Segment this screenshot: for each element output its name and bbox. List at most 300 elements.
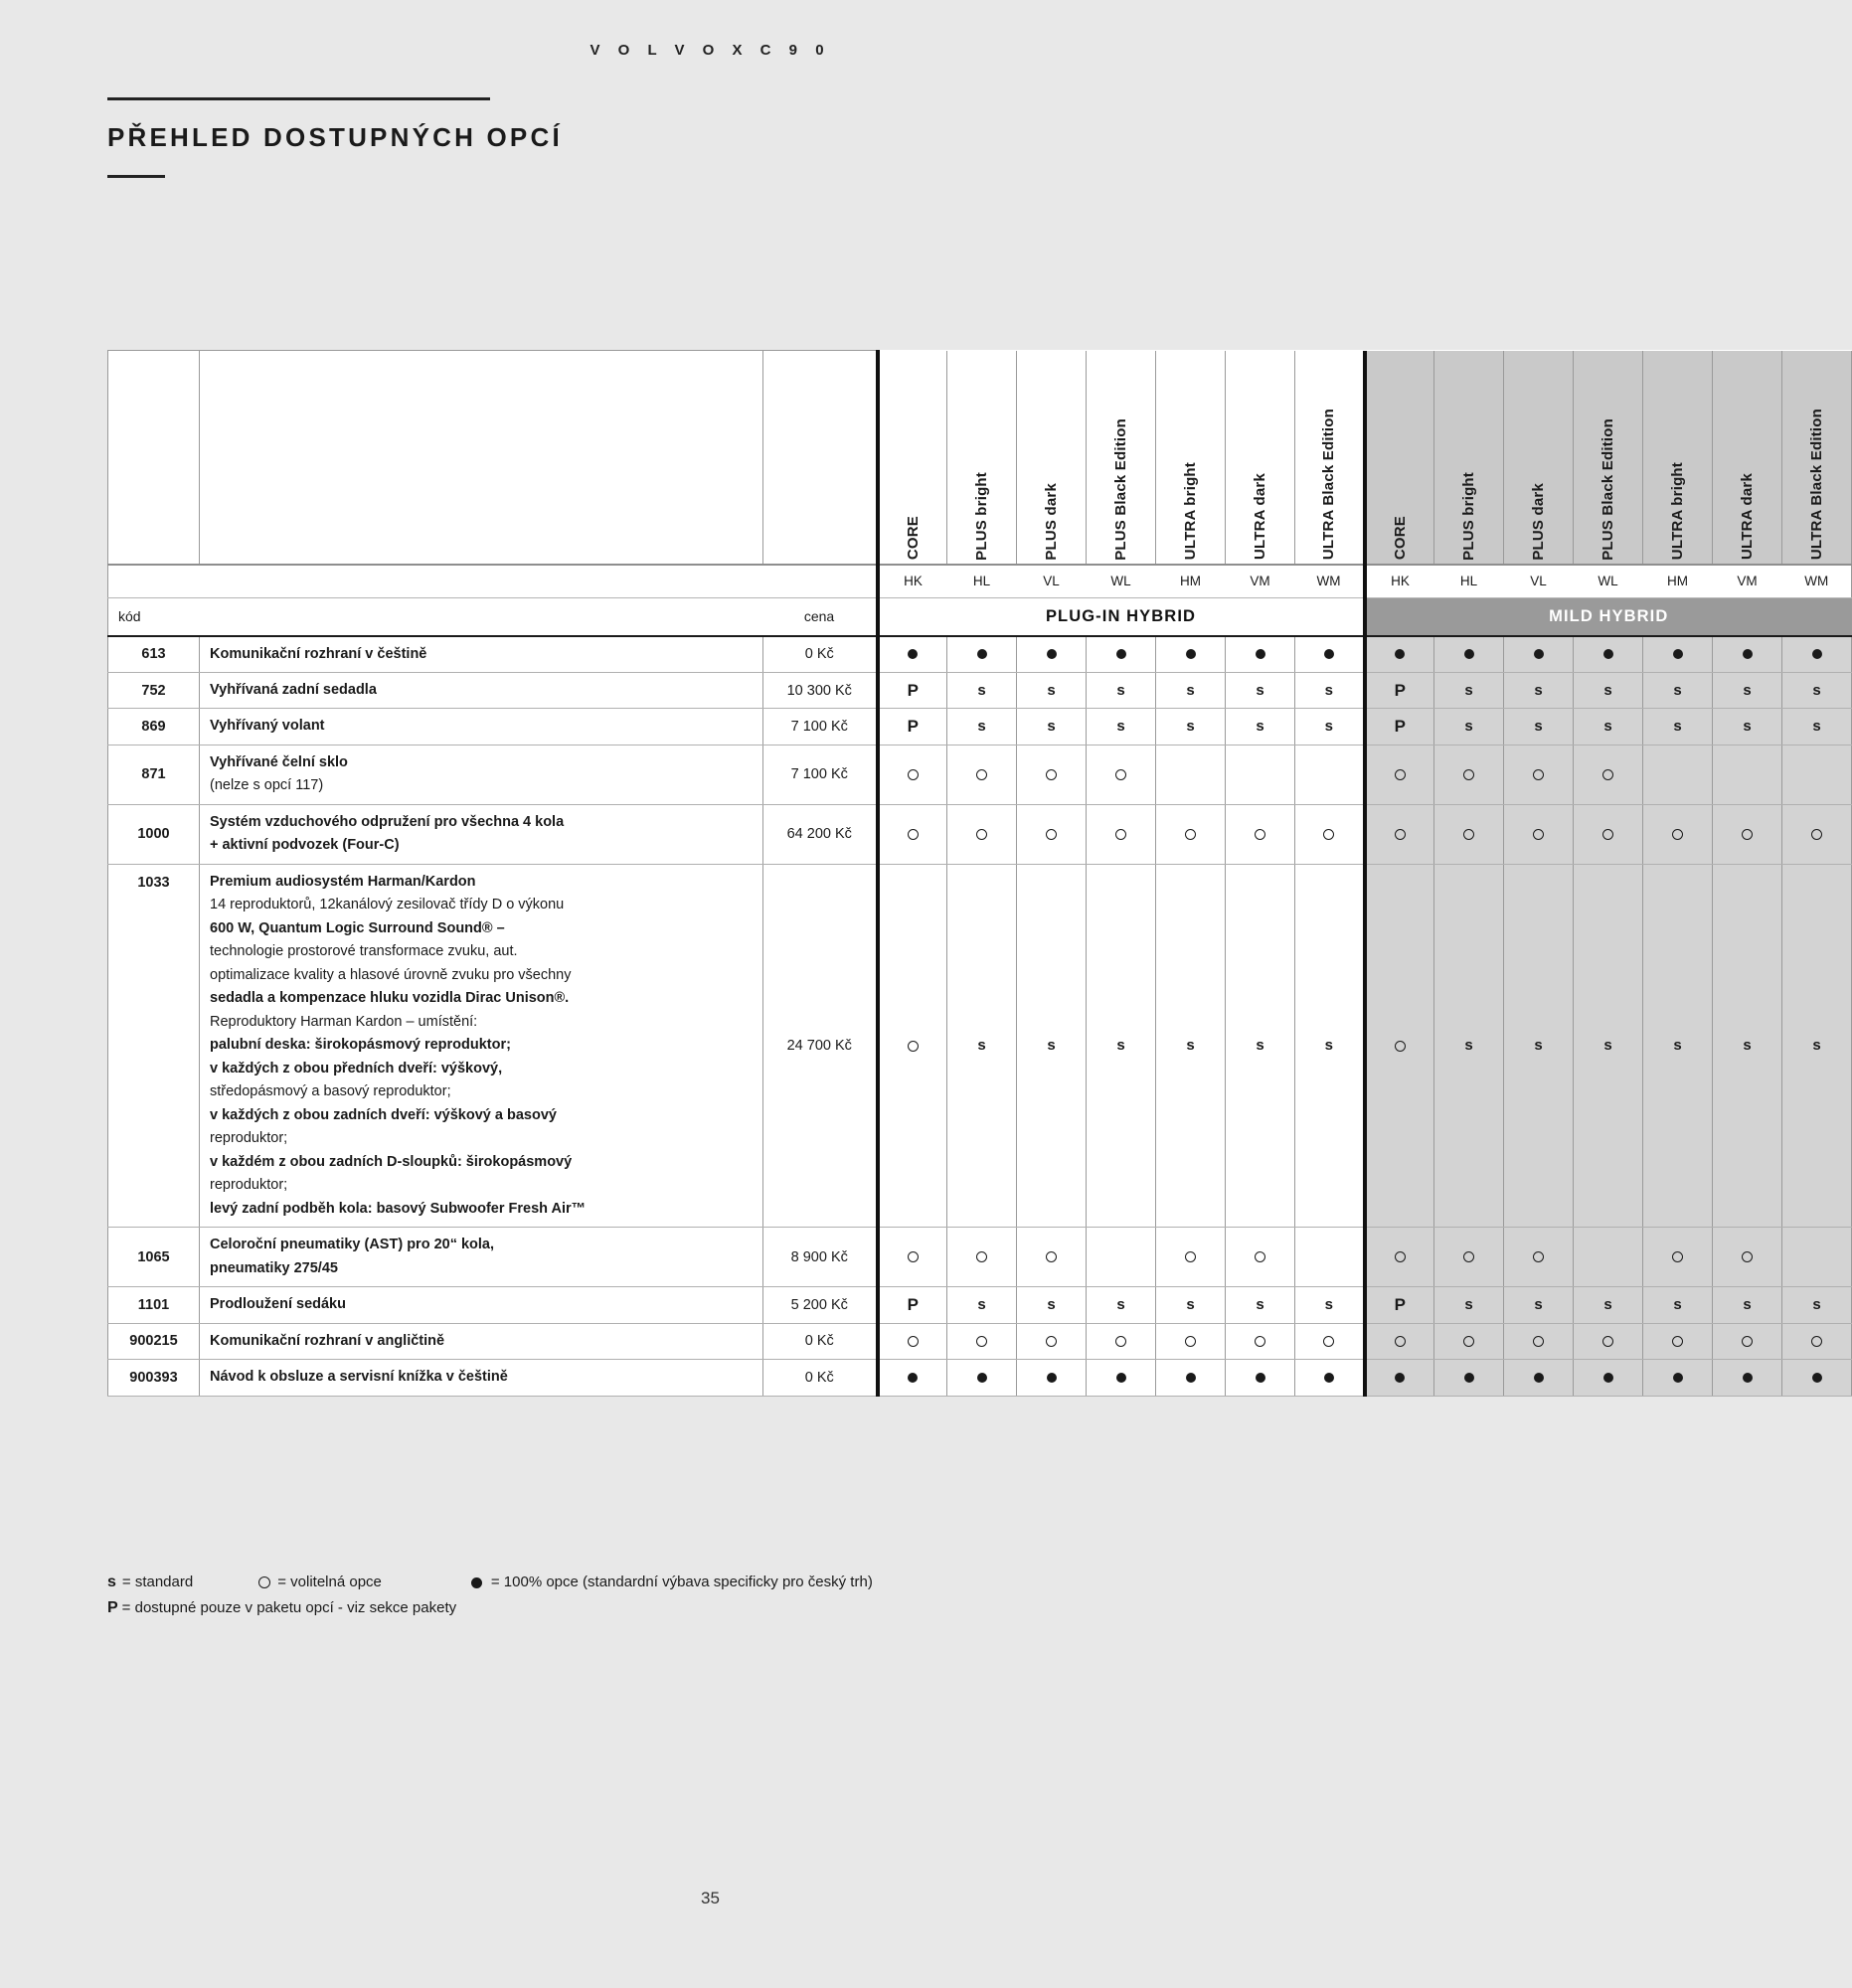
desc-line: v každém z obou zadních D-sloupků: širokopásmový	[210, 1153, 573, 1170]
standard-marker: s	[1603, 1037, 1612, 1055]
dot-icon	[1464, 649, 1474, 659]
circle-icon	[1115, 829, 1126, 840]
option-cell-900215-plugin-wm[interactable]	[1295, 1323, 1365, 1359]
option-cell-613-mild-vl[interactable]	[1504, 636, 1574, 673]
table-row	[108, 864, 1852, 1227]
legend-s-symbol: s	[107, 1574, 116, 1590]
option-code: 900393	[108, 1360, 200, 1396]
variant-header-mild-4: ULTRA bright	[1643, 351, 1713, 565]
option-description	[200, 1228, 763, 1287]
option-cell-871-plugin-vm[interactable]	[1226, 745, 1295, 804]
option-cell-1065-plugin-wl[interactable]	[1087, 1228, 1156, 1287]
option-cell-900215-plugin-hl[interactable]	[947, 1323, 1017, 1359]
desc-line: + aktivní podvozek (Four-C)	[210, 837, 400, 854]
dot-icon	[1743, 1373, 1753, 1383]
option-cell-1101-mild-vl[interactable]	[1504, 1287, 1574, 1323]
standard-marker: s	[1116, 1295, 1125, 1313]
dot-icon	[1256, 1373, 1265, 1383]
option-cell-900393-mild-hk[interactable]	[1365, 1360, 1434, 1396]
option-cell-900393-plugin-wm[interactable]	[1295, 1360, 1365, 1396]
option-cell-900215-mild-vl[interactable]	[1504, 1323, 1574, 1359]
standard-marker: s	[1603, 718, 1612, 736]
option-cell-900215-mild-hm[interactable]	[1643, 1323, 1713, 1359]
circle-icon	[1672, 1336, 1683, 1347]
circle-icon	[1185, 1251, 1196, 1262]
option-cell-752-plugin-wl[interactable]	[1087, 672, 1156, 708]
option-cell-1101-plugin-vl[interactable]	[1017, 1287, 1087, 1323]
option-cell-871-plugin-vl[interactable]	[1017, 745, 1087, 804]
circle-icon	[1395, 1041, 1406, 1052]
table-row	[108, 1323, 1852, 1359]
option-cell-1101-mild-hl[interactable]	[1434, 1287, 1504, 1323]
desc-line: Vyhřívané čelní sklo	[210, 753, 348, 770]
package-marker: P	[1394, 1294, 1406, 1314]
dot-icon	[1743, 649, 1753, 659]
option-cell-752-plugin-hk[interactable]	[878, 672, 947, 708]
option-cell-1065-plugin-hk[interactable]	[878, 1228, 947, 1287]
table-head	[108, 351, 1852, 636]
option-cell-900215-mild-hl[interactable]	[1434, 1323, 1504, 1359]
option-cell-871-plugin-hk[interactable]	[878, 745, 947, 804]
option-cell-900393-plugin-hl[interactable]	[947, 1360, 1017, 1396]
option-cell-871-plugin-hm[interactable]	[1156, 745, 1226, 804]
standard-marker: s	[1673, 681, 1682, 699]
option-cell-1000-plugin-hm[interactable]	[1156, 804, 1226, 864]
option-cell-1000-plugin-wm[interactable]	[1295, 804, 1365, 864]
desc-line: pneumatiky 275/45	[210, 1259, 338, 1276]
option-cell-613-plugin-vm[interactable]	[1226, 636, 1295, 673]
variant-code-mild-wl: WL	[1574, 565, 1643, 598]
desc-line: Vyhřívaná zadní sedadla	[210, 681, 377, 698]
option-cell-1065-mild-vm[interactable]	[1713, 1228, 1782, 1287]
option-cell-869-plugin-hl[interactable]	[947, 709, 1017, 745]
legend-circle-text: = volitelná opce	[277, 1573, 382, 1590]
option-cell-871-mild-hl[interactable]	[1434, 745, 1504, 804]
option-cell-1101-plugin-vm[interactable]	[1226, 1287, 1295, 1323]
circle-icon	[1742, 1336, 1753, 1347]
option-code: 900215	[108, 1323, 200, 1359]
circle-icon	[1046, 769, 1057, 780]
option-cell-1000-mild-hk[interactable]	[1365, 804, 1434, 864]
option-cell-869-plugin-wl[interactable]	[1087, 709, 1156, 745]
option-description	[200, 1287, 763, 1323]
dot-icon	[1116, 649, 1126, 659]
option-cell-900393-mild-hl[interactable]	[1434, 1360, 1504, 1396]
standard-marker: s	[1186, 718, 1195, 736]
option-code: 1000	[108, 804, 200, 864]
option-cell-1101-plugin-wm[interactable]	[1295, 1287, 1365, 1323]
option-cell-900215-plugin-wl[interactable]	[1087, 1323, 1156, 1359]
standard-marker: s	[1116, 718, 1125, 736]
option-price: 64 200 Kč	[763, 804, 878, 864]
circle-icon	[258, 1576, 270, 1588]
standard-marker: s	[1603, 1295, 1612, 1313]
standard-marker: s	[1464, 718, 1473, 736]
option-cell-1000-mild-hl[interactable]	[1434, 804, 1504, 864]
option-cell-900393-plugin-vm[interactable]	[1226, 1360, 1295, 1396]
option-cell-752-plugin-hm[interactable]	[1156, 672, 1226, 708]
option-price: 24 700 Kč	[763, 864, 878, 1227]
desc-line: technologie prostorové transformace zvuku, aut.	[210, 943, 518, 960]
standard-marker: s	[1186, 1295, 1195, 1313]
option-cell-1033-plugin-hl[interactable]	[947, 864, 1017, 1227]
desc-line: Premium audiosystém Harman/Kardon	[210, 873, 476, 890]
variant-code-mild-hk: HK	[1365, 565, 1434, 598]
option-cell-1065-mild-hm[interactable]	[1643, 1228, 1713, 1287]
option-cell-900215-mild-vm[interactable]	[1713, 1323, 1782, 1359]
option-price: 7 100 Kč	[763, 709, 878, 745]
package-marker: P	[907, 1294, 919, 1314]
option-cell-1101-plugin-hk[interactable]	[878, 1287, 947, 1323]
option-cell-1000-plugin-hl[interactable]	[947, 804, 1017, 864]
option-cell-871-mild-vm[interactable]	[1713, 745, 1782, 804]
option-cell-1000-plugin-vl[interactable]	[1017, 804, 1087, 864]
circle-icon	[1463, 769, 1474, 780]
option-cell-613-plugin-vl[interactable]	[1017, 636, 1087, 673]
variant-code-plugin-wm: WM	[1295, 565, 1365, 598]
option-cell-752-plugin-hl[interactable]	[947, 672, 1017, 708]
option-description	[200, 1360, 763, 1396]
circle-icon	[976, 1251, 987, 1262]
option-cell-613-plugin-hl[interactable]	[947, 636, 1017, 673]
option-cell-752-plugin-vm[interactable]	[1226, 672, 1295, 708]
variant-header-plugin-1: PLUS bright	[947, 351, 1017, 565]
option-cell-871-plugin-hl[interactable]	[947, 745, 1017, 804]
variant-code-mild-vl: VL	[1504, 565, 1574, 598]
option-cell-1065-mild-hl[interactable]	[1434, 1228, 1504, 1287]
dot-icon	[1256, 649, 1265, 659]
option-cell-1101-mild-wm[interactable]	[1782, 1287, 1852, 1323]
option-cell-900215-plugin-vl[interactable]	[1017, 1323, 1087, 1359]
standard-marker: s	[1673, 1295, 1682, 1313]
option-cell-1065-mild-vl[interactable]	[1504, 1228, 1574, 1287]
table-row	[108, 672, 1852, 708]
circle-icon	[1255, 1251, 1265, 1262]
standard-marker: s	[1256, 681, 1264, 699]
option-cell-869-mild-vm[interactable]	[1713, 709, 1782, 745]
option-cell-752-mild-wm[interactable]	[1782, 672, 1852, 708]
option-cell-900393-mild-vm[interactable]	[1713, 1360, 1782, 1396]
option-cell-1101-mild-hk[interactable]	[1365, 1287, 1434, 1323]
option-cell-613-mild-hl[interactable]	[1434, 636, 1504, 673]
option-cell-1000-mild-hm[interactable]	[1643, 804, 1713, 864]
option-cell-1033-mild-hk[interactable]	[1365, 864, 1434, 1227]
circle-icon	[1811, 1336, 1822, 1347]
option-cell-1065-plugin-hl[interactable]	[947, 1228, 1017, 1287]
header-blank-code	[108, 351, 200, 565]
option-cell-1000-plugin-vm[interactable]	[1226, 804, 1295, 864]
option-code: 869	[108, 709, 200, 745]
option-cell-900215-mild-wm[interactable]	[1782, 1323, 1852, 1359]
circle-icon	[1115, 769, 1126, 780]
option-cell-1033-plugin-wm[interactable]	[1295, 864, 1365, 1227]
option-cell-1065-plugin-vl[interactable]	[1017, 1228, 1087, 1287]
option-cell-613-plugin-wm[interactable]	[1295, 636, 1365, 673]
option-cell-1101-mild-vm[interactable]	[1713, 1287, 1782, 1323]
legend-standard	[107, 1571, 193, 1594]
option-cell-1000-plugin-wl[interactable]	[1087, 804, 1156, 864]
standard-marker: s	[1047, 718, 1056, 736]
option-cell-1000-plugin-hk[interactable]	[878, 804, 947, 864]
option-cell-1033-plugin-wl[interactable]	[1087, 864, 1156, 1227]
circle-icon	[1533, 769, 1544, 780]
circle-icon	[1602, 1336, 1613, 1347]
standard-marker: s	[1673, 1037, 1682, 1055]
option-cell-752-plugin-wm[interactable]	[1295, 672, 1365, 708]
standard-marker: s	[1812, 1295, 1821, 1313]
option-cell-1065-mild-hk[interactable]	[1365, 1228, 1434, 1287]
circle-icon	[1533, 1251, 1544, 1262]
desc-line: Komunikační rozhraní v angličtině	[210, 1332, 445, 1349]
dot-icon	[1186, 1373, 1196, 1383]
option-cell-613-plugin-wl[interactable]	[1087, 636, 1156, 673]
dot-icon	[1395, 1373, 1405, 1383]
option-cell-869-mild-wm[interactable]	[1782, 709, 1852, 745]
option-cell-900393-mild-wl[interactable]	[1574, 1360, 1643, 1396]
desc-line: optimalizace kvality a hlasové úrovně zvuku pro všechny	[210, 966, 572, 983]
standard-marker: s	[1464, 1295, 1473, 1313]
option-cell-1101-mild-hm[interactable]	[1643, 1287, 1713, 1323]
option-code: 1065	[108, 1228, 200, 1287]
option-cell-1000-mild-wm[interactable]	[1782, 804, 1852, 864]
dot-icon	[1116, 1373, 1126, 1383]
dot-icon	[908, 1373, 918, 1383]
option-cell-1000-mild-vm[interactable]	[1713, 804, 1782, 864]
standard-marker: s	[1743, 1037, 1752, 1055]
option-cell-752-mild-wl[interactable]	[1574, 672, 1643, 708]
variant-code-mild-vm: VM	[1713, 565, 1782, 598]
legend-package-only	[107, 1596, 456, 1620]
option-cell-752-mild-hl[interactable]	[1434, 672, 1504, 708]
option-cell-871-plugin-wm[interactable]	[1295, 745, 1365, 804]
option-cell-752-mild-hk[interactable]	[1365, 672, 1434, 708]
standard-marker: s	[1324, 681, 1333, 699]
desc-line: 14 reproduktorů, 12kanálový zesilovač třídy D o výkonu	[210, 897, 565, 913]
option-cell-752-mild-vm[interactable]	[1713, 672, 1782, 708]
option-cell-900215-mild-hk[interactable]	[1365, 1323, 1434, 1359]
dot-icon	[977, 1373, 987, 1383]
standard-marker: s	[1743, 718, 1752, 736]
circle-icon	[1672, 829, 1683, 840]
variant-code-plugin-vl: VL	[1017, 565, 1087, 598]
option-cell-613-mild-hk[interactable]	[1365, 636, 1434, 673]
circle-icon	[1602, 769, 1613, 780]
option-price: 0 Kč	[763, 1323, 878, 1359]
option-cell-1033-plugin-hk[interactable]	[878, 864, 947, 1227]
dot-icon	[908, 649, 918, 659]
option-cell-871-mild-wm[interactable]	[1782, 745, 1852, 804]
dot-icon	[1603, 649, 1613, 659]
circle-icon	[1395, 1336, 1406, 1347]
circle-icon	[1115, 1336, 1126, 1347]
option-cell-869-plugin-hk[interactable]	[878, 709, 947, 745]
circle-icon	[1185, 829, 1196, 840]
variant-header-row	[108, 351, 1852, 565]
table-row	[108, 804, 1852, 864]
option-cell-871-plugin-wl[interactable]	[1087, 745, 1156, 804]
option-cell-871-mild-wl[interactable]	[1574, 745, 1643, 804]
standard-marker: s	[1464, 681, 1473, 699]
option-cell-1033-mild-hl[interactable]	[1434, 864, 1504, 1227]
circle-icon	[908, 829, 919, 840]
standard-marker: s	[977, 1037, 986, 1055]
option-cell-869-mild-hm[interactable]	[1643, 709, 1713, 745]
variant-header-plugin-6: ULTRA Black Edition	[1295, 351, 1365, 565]
option-cell-900393-mild-vl[interactable]	[1504, 1360, 1574, 1396]
option-cell-900393-plugin-wl[interactable]	[1087, 1360, 1156, 1396]
option-code: 752	[108, 672, 200, 708]
page-number: 35	[701, 1889, 720, 1907]
desc-line: levý zadní podběh kola: basový Subwoofer Fresh Air™	[210, 1200, 587, 1217]
option-cell-900393-mild-hm[interactable]	[1643, 1360, 1713, 1396]
title-rule-top	[107, 97, 490, 100]
option-cell-613-plugin-hm[interactable]	[1156, 636, 1226, 673]
variant-code-mild-hm: HM	[1643, 565, 1713, 598]
option-cell-871-mild-hm[interactable]	[1643, 745, 1713, 804]
option-cell-752-plugin-vl[interactable]	[1017, 672, 1087, 708]
option-cell-900215-plugin-vm[interactable]	[1226, 1323, 1295, 1359]
dot-icon	[1464, 1373, 1474, 1383]
circle-icon	[1395, 769, 1406, 780]
standard-marker: s	[1186, 1037, 1195, 1055]
code-row-blank	[108, 565, 878, 598]
option-cell-1033-mild-vm[interactable]	[1713, 864, 1782, 1227]
variant-header-plugin-4: ULTRA bright	[1156, 351, 1226, 565]
option-cell-1101-plugin-wl[interactable]	[1087, 1287, 1156, 1323]
circle-icon	[1742, 1251, 1753, 1262]
table-row	[108, 1287, 1852, 1323]
option-cell-1033-plugin-vl[interactable]	[1017, 864, 1087, 1227]
option-cell-900215-mild-wl[interactable]	[1574, 1323, 1643, 1359]
options-table	[107, 350, 1852, 1397]
variant-header-mild-3: PLUS Black Edition	[1574, 351, 1643, 565]
variant-header-mild-2: PLUS dark	[1504, 351, 1574, 565]
option-cell-869-plugin-vl[interactable]	[1017, 709, 1087, 745]
circle-icon	[908, 769, 919, 780]
desc-line: Vyhřívaný volant	[210, 718, 325, 735]
option-cell-1033-mild-wm[interactable]	[1782, 864, 1852, 1227]
dot-icon	[1812, 649, 1822, 659]
standard-marker: s	[1812, 681, 1821, 699]
option-cell-869-mild-hk[interactable]	[1365, 709, 1434, 745]
option-cell-871-mild-vl[interactable]	[1504, 745, 1574, 804]
option-cell-869-plugin-hm[interactable]	[1156, 709, 1226, 745]
standard-marker: s	[1534, 1295, 1543, 1313]
option-cell-1000-mild-wl[interactable]	[1574, 804, 1643, 864]
option-cell-752-mild-hm[interactable]	[1643, 672, 1713, 708]
standard-marker: s	[1256, 1295, 1264, 1313]
option-cell-869-mild-vl[interactable]	[1504, 709, 1574, 745]
standard-marker: s	[1047, 1295, 1056, 1313]
legend-p-symbol: P	[107, 1599, 118, 1616]
option-cell-869-plugin-wm[interactable]	[1295, 709, 1365, 745]
option-cell-869-mild-hl[interactable]	[1434, 709, 1504, 745]
variant-code-plugin-hk: HK	[878, 565, 947, 598]
option-cell-613-plugin-hk[interactable]	[878, 636, 947, 673]
standard-marker: s	[1116, 1037, 1125, 1055]
desc-line: Reproduktory Harman Kardon – umístění:	[210, 1013, 478, 1030]
option-cell-1033-mild-wl[interactable]	[1574, 864, 1643, 1227]
option-cell-900393-mild-wm[interactable]	[1782, 1360, 1852, 1396]
standard-marker: s	[1603, 681, 1612, 699]
circle-icon	[1395, 829, 1406, 840]
option-cell-900393-plugin-vl[interactable]	[1017, 1360, 1087, 1396]
standard-marker: s	[1116, 681, 1125, 699]
option-cell-1000-mild-vl[interactable]	[1504, 804, 1574, 864]
option-cell-1101-plugin-hl[interactable]	[947, 1287, 1017, 1323]
desc-line: v každých z obou zadních dveří: výškový a basový	[210, 1106, 557, 1123]
option-cell-613-mild-wm[interactable]	[1782, 636, 1852, 673]
option-cell-869-plugin-vm[interactable]	[1226, 709, 1295, 745]
variant-header-plugin-3: PLUS Black Edition	[1087, 351, 1156, 565]
circle-icon	[1323, 829, 1334, 840]
option-cell-1065-mild-wm[interactable]	[1782, 1228, 1852, 1287]
standard-marker: s	[1534, 1037, 1543, 1055]
page-title-block	[107, 97, 563, 178]
option-cell-871-mild-hk[interactable]	[1365, 745, 1434, 804]
circle-icon	[1463, 1251, 1474, 1262]
standard-marker: s	[977, 718, 986, 736]
option-cell-900393-plugin-hm[interactable]	[1156, 1360, 1226, 1396]
circle-icon	[976, 1336, 987, 1347]
desc-line: (nelze s opcí 117)	[210, 777, 324, 794]
option-cell-1101-mild-wl[interactable]	[1574, 1287, 1643, 1323]
standard-marker: s	[1256, 1037, 1264, 1055]
option-cell-900215-plugin-hk[interactable]	[878, 1323, 947, 1359]
desc-line: Systém vzduchového odpružení pro všechna 4 kola	[210, 813, 565, 830]
desc-line: Komunikační rozhraní v češtině	[210, 645, 427, 662]
section-band-row	[108, 598, 1852, 636]
standard-marker: s	[1673, 718, 1682, 736]
option-cell-1033-mild-vl[interactable]	[1504, 864, 1574, 1227]
legend-optional	[258, 1572, 382, 1594]
option-cell-613-mild-hm[interactable]	[1643, 636, 1713, 673]
option-cell-1065-mild-wl[interactable]	[1574, 1228, 1643, 1287]
circle-icon	[976, 769, 987, 780]
option-description	[200, 864, 763, 1227]
option-cell-1065-plugin-wm[interactable]	[1295, 1228, 1365, 1287]
option-code: 1033	[108, 864, 200, 1227]
option-cell-1101-plugin-hm[interactable]	[1156, 1287, 1226, 1323]
option-cell-752-mild-vl[interactable]	[1504, 672, 1574, 708]
option-price: 7 100 Kč	[763, 745, 878, 804]
option-cell-1065-plugin-vm[interactable]	[1226, 1228, 1295, 1287]
option-price: 5 200 Kč	[763, 1287, 878, 1323]
option-cell-900393-plugin-hk[interactable]	[878, 1360, 947, 1396]
option-cell-613-mild-wl[interactable]	[1574, 636, 1643, 673]
circle-icon	[908, 1041, 919, 1052]
circle-icon	[976, 829, 987, 840]
option-code: 1101	[108, 1287, 200, 1323]
band-kod-label: kód	[108, 598, 763, 636]
desc-line: reproduktor;	[210, 1130, 288, 1147]
option-cell-1033-mild-hm[interactable]	[1643, 864, 1713, 1227]
standard-marker: s	[1464, 1037, 1473, 1055]
option-cell-900215-plugin-hm[interactable]	[1156, 1323, 1226, 1359]
option-price: 0 Kč	[763, 636, 878, 673]
option-cell-1065-plugin-hm[interactable]	[1156, 1228, 1226, 1287]
variant-code-mild-hl: HL	[1434, 565, 1504, 598]
standard-marker: s	[1812, 1037, 1821, 1055]
standard-marker: s	[1534, 681, 1543, 699]
option-cell-613-mild-vm[interactable]	[1713, 636, 1782, 673]
option-cell-1033-plugin-vm[interactable]	[1226, 864, 1295, 1227]
legend-p-text: = dostupné pouze v paketu opcí - viz sekce pakety	[121, 1598, 457, 1616]
option-cell-1033-plugin-hm[interactable]	[1156, 864, 1226, 1227]
option-cell-869-mild-wl[interactable]	[1574, 709, 1643, 745]
circle-icon	[1463, 829, 1474, 840]
desc-line: palubní deska: širokopásmový reproduktor;	[210, 1037, 511, 1054]
